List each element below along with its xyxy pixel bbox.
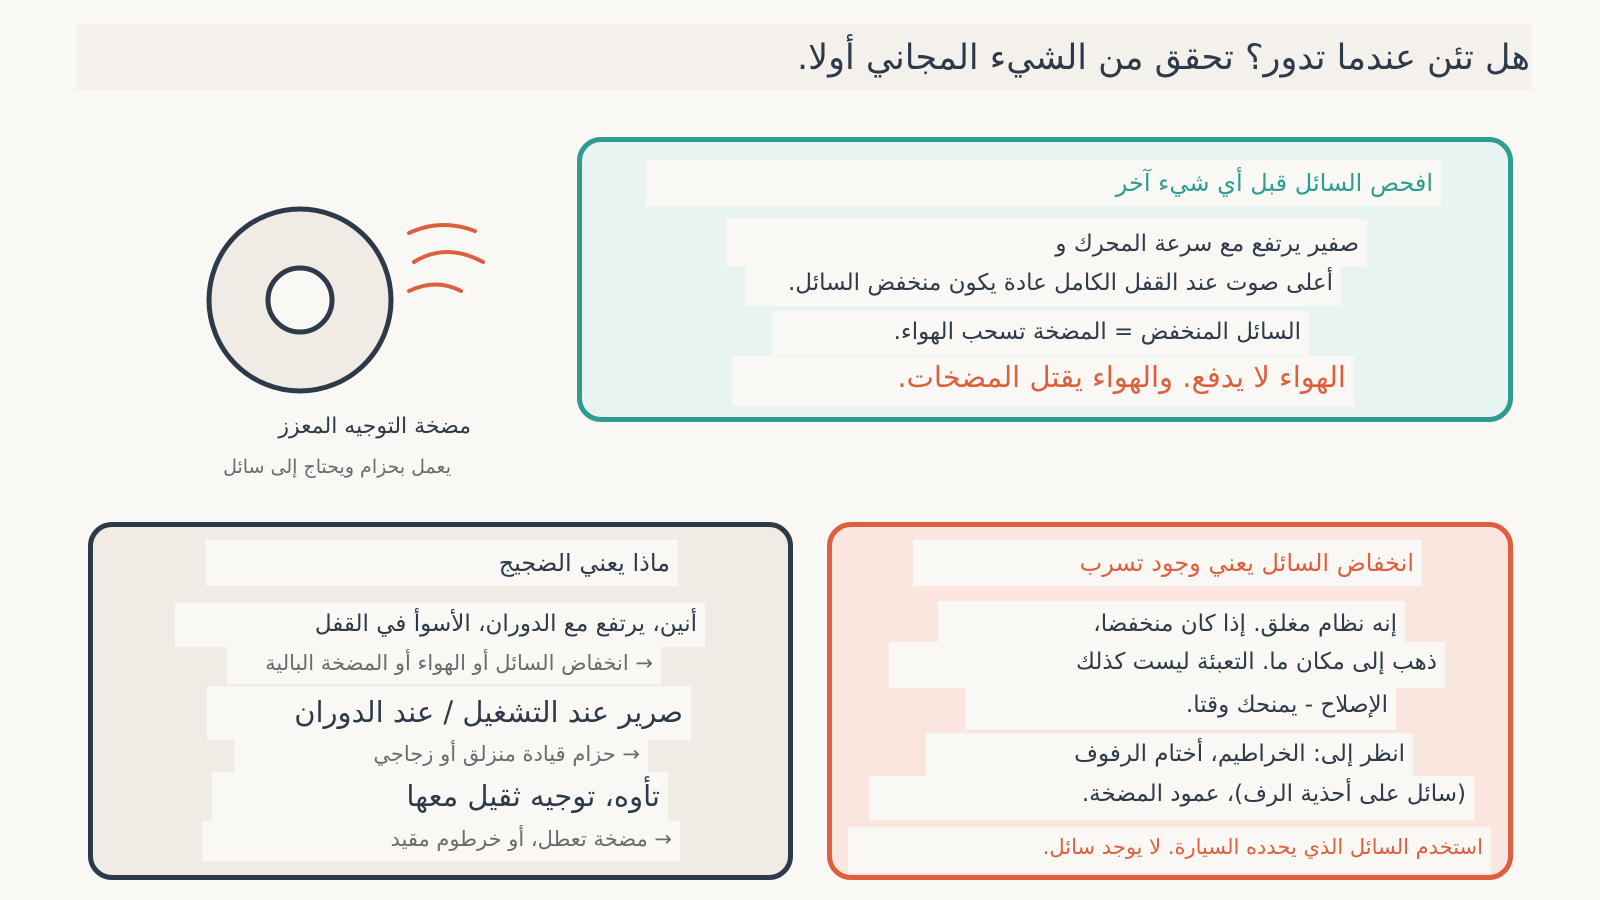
noise-item-main: أنين، يرتفع مع الدوران، الأسوأ في القفل [175,603,705,647]
noise-meaning-heading: ماذا يعني الضجيج [206,540,678,586]
low-fluid-heading: انخفاض السائل يعني وجود تسرب [913,540,1422,586]
check-fluid-line: أعلى صوت عند القفل الكامل عادة يكون منخفض السائل. [746,266,1341,306]
check-fluid-warning: الهواء لا يدفع. والهواء يقتل المضخات. [732,356,1354,406]
noise-item-sub: → انخفاض السائل أو الهواء أو المضخة البالية [227,646,661,684]
pump-illustration [196,196,496,396]
look-at-line: (سائل على أحذية الرف)، عمود المضخة. [869,776,1474,820]
noise-item-sub: → حزام قيادة منزلق أو زجاجي [234,737,648,775]
page-title: هل تئن عندما تدور؟ تحقق من الشيء المجاني أولا. [796,38,1530,78]
low-fluid-footer: استخدم السائل الذي يحدده السيارة. لا يوجد سائل. [848,827,1491,873]
pump-label: مضخة التوجيه المعزز [124,404,475,446]
noise-wave-icon [414,252,483,262]
noise-item-main: تأوه، توجيه ثقيل معها [212,772,668,822]
noise-item-main: صرير عند التشغيل / عند الدوران [207,686,691,740]
low-fluid-line: إنه نظام مغلق. إذا كان منخفضا، [938,601,1405,645]
noise-wave-icon [409,285,461,292]
low-fluid-line: ذهب إلى مكان ما. التعبئة ليست كذلك [889,642,1445,688]
noise-item-sub: → مضخة تعطل، أو خرطوم مقيد [202,821,680,861]
look-at-line: انظر إلى: الخراطيم، أختام الرفوف [926,733,1413,777]
low-fluid-line: الإصلاح - يمنحك وقتا. [966,688,1396,730]
check-fluid-heading: افحص السائل قبل أي شيء آخر [646,160,1441,206]
check-fluid-line: السائل المنخفض = المضخة تسحب الهواء. [772,311,1309,355]
pump-shaft-icon [268,268,332,332]
noise-wave-icon [409,225,475,233]
pump-sublabel: يعمل بحزام ويحتاج إلى سائل [144,448,455,488]
check-fluid-line: صفير يرتفع مع سرعة المحرك و [726,219,1367,267]
